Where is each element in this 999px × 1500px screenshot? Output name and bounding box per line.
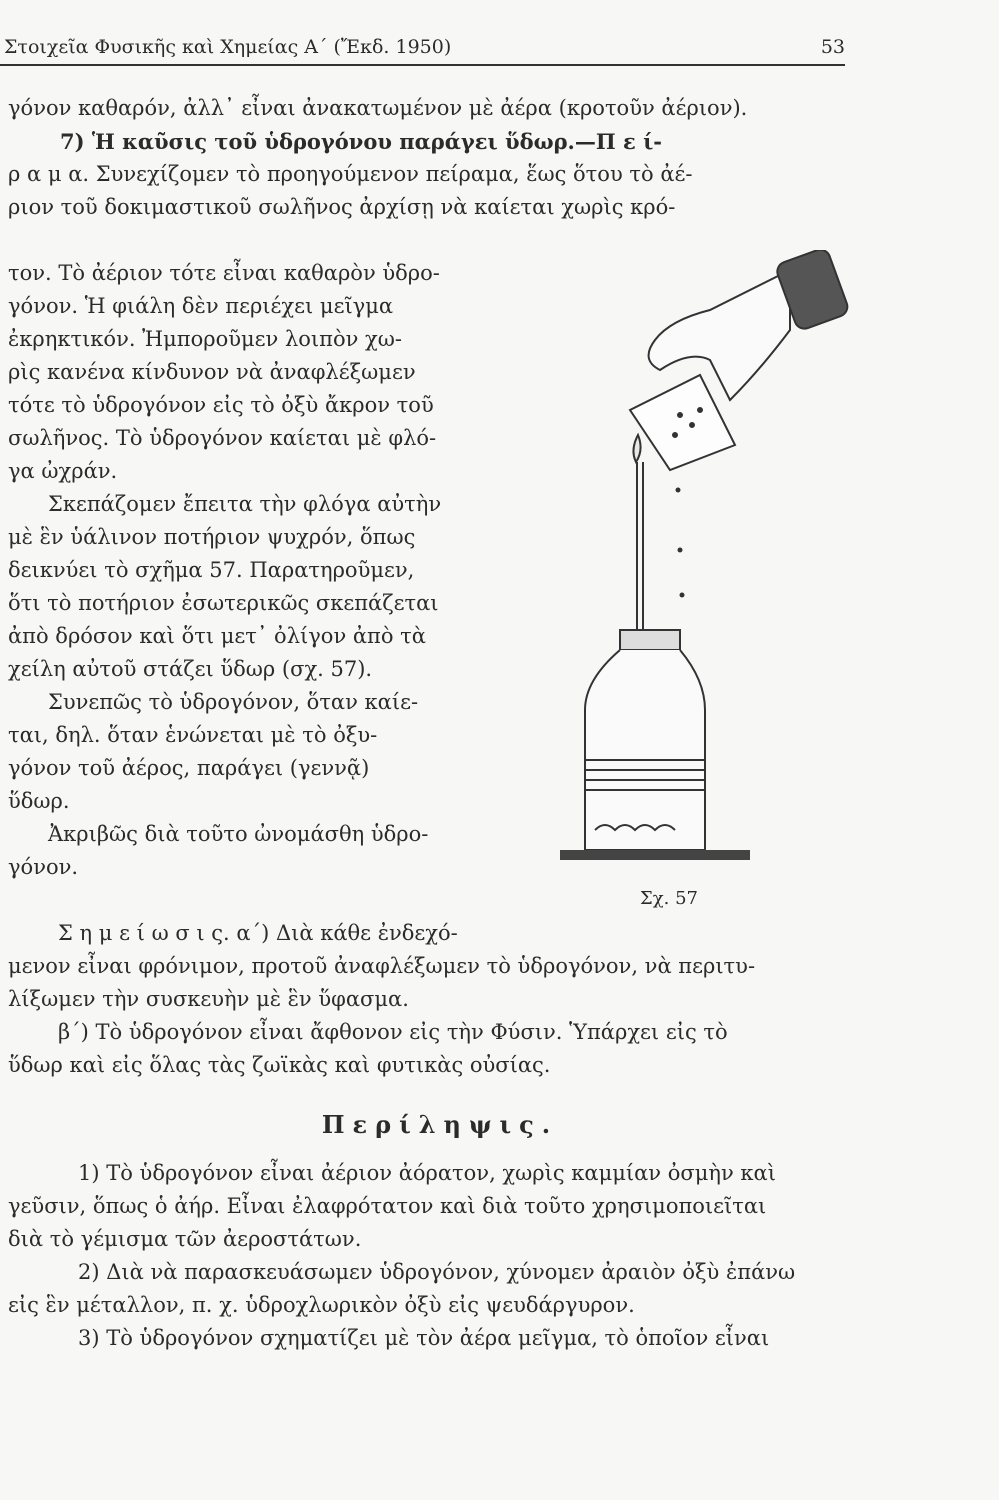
figure-caption: Σχ. 57	[640, 888, 698, 909]
text-line: διὰ τὸ γέμισμα τῶν ἀεροστάτων.	[8, 1227, 362, 1251]
text-line: δεικνύει τὸ σχῆμα 57. Παρατηροῦμεν,	[8, 558, 415, 582]
text-line: Συνεπῶς τὸ ὑδρογόνον, ὅταν καίε-	[48, 690, 419, 714]
hydrogen-burning-apparatus-figure	[560, 250, 860, 890]
text-line: Σκεπάζομεν ἔπειτα τὴν φλόγα αὐτὴν	[48, 492, 442, 516]
glass-beaker	[630, 375, 735, 470]
glass-bottle	[585, 630, 705, 850]
summary-paragraph	[8, 1157, 795, 1355]
text-line: ριον τοῦ δοκιμαστικοῦ σωλῆνος ἀρχίσῃ νὰ καίεται χωρὶς κρό-	[8, 195, 676, 219]
text-line: γόνον. Ἡ φιάλη δὲν περιέχει μεῖγμα	[8, 294, 394, 318]
text-line: ται, δηλ. ὅταν ἑνώνεται μὲ τὸ ὀξυ-	[8, 723, 378, 747]
text-line: 1) Τὸ ὑδρογόνον εἶναι ἀέριον ἀόρατον, χωρὶς καμμίαν ὀσμὴν καὶ	[78, 1161, 776, 1185]
water-drops	[676, 488, 685, 598]
flame-and-tube	[633, 435, 643, 650]
text-line: 2) Διὰ νὰ παρασκευάσωμεν ὑδρογόνον, χύνομεν ἀραιὸν ὀξὺ ἐπάνω	[78, 1260, 796, 1284]
text-line: χείλη αὐτοῦ στάζει ὕδωρ (σχ. 57).	[8, 657, 373, 681]
glove-hand-icon	[649, 250, 851, 400]
notes-paragraph	[8, 917, 755, 1082]
running-header	[0, 36, 845, 66]
text-line: β΄) Τὸ ὑδρογόνον εἶναι ἄφθονον εἰς τὴν Φύσιν. Ὑπάρχει εἰς τὸ	[58, 1020, 728, 1044]
text-line: ὕδωρ καὶ εἰς ὅλας τὰς ζωϊκὰς καὶ φυτικὰς οὐσίας.	[8, 1053, 551, 1077]
text-line: μὲ ἓν ὑάλινον ποτήριον ψυχρόν, ὅπως	[8, 525, 416, 549]
text-line: 7) Ἡ καῦσις τοῦ ὑδρογόνου παράγει ὕδωρ.—Π ε ί-	[60, 129, 662, 154]
text-line: γόνον καθαρόν, ἀλλ᾽ εἶναι ἀνακατωμένον μὲ ἀέρα (κροτοῦν ἀέριον).	[8, 96, 748, 120]
text-line: Σ η μ ε ί ω σ ι ς. α΄) Διὰ κάθε ἐνδεχό-	[58, 921, 458, 945]
column-paragraph	[8, 257, 441, 884]
text-line: γεῦσιν, ὅπως ὁ ἀήρ. Εἶναι ἐλαφρότατον καὶ διὰ τοῦτο χρησιμοποιεῖται	[8, 1194, 767, 1218]
text-line: 3) Τὸ ὑδρογόνον σχηματίζει μὲ τὸν ἀέρα μεῖγμα, τὸ ὁποῖον εἶναι	[78, 1326, 770, 1350]
text-line: εἰς ἓν μέταλλον, π. χ. ὑδροχλωρικὸν ὀξὺ εἰς ψευδάργυρον.	[8, 1293, 635, 1317]
text-line: ἐκρηκτικόν. Ἠμποροῦμεν λοιπὸν χω-	[8, 327, 402, 351]
text-line: γόνον τοῦ ἀέρος, παράγει (γεννᾷ)	[8, 756, 370, 780]
text-line: τον. Τὸ ἀέριον τότε εἶναι καθαρὸν ὑδρο-	[8, 261, 440, 285]
page-number: 53	[820, 36, 845, 58]
text-line: γόνον.	[8, 855, 79, 879]
text-line: τότε τὸ ὑδρογόνον εἰς τὸ ὀξὺ ἄκρον τοῦ	[8, 393, 434, 417]
text-line: ἀπὸ δρόσον καὶ ὅτι μετ᾽ ὀλίγον ἀπὸ τὰ	[8, 624, 426, 648]
text-line: ρὶς κανένα κίνδυνον νὰ ἀναφλέξωμεν	[8, 360, 416, 384]
text-line: ρ α μ α. Συνεχίζομεν τὸ προηγούμενον πείραμα, ἕως ὅτου τὸ ἀέ-	[8, 162, 693, 186]
text-line: ὕδωρ.	[8, 789, 70, 813]
summary-heading: Περίληψις.	[321, 1110, 559, 1139]
book-title: Στοιχεῖα Φυσικῆς καὶ Χημείας Α΄ (Ἔκδ. 1950)	[4, 36, 452, 58]
text-line: γα ὠχράν.	[8, 459, 118, 483]
text-line: λίξωμεν τὴν συσκευὴν μὲ ἓν ὕφασμα.	[8, 987, 409, 1011]
text-line: σωλῆνος. Τὸ ὑδρογόνον καίεται μὲ φλό-	[8, 426, 437, 450]
text-line: ὅτι τὸ ποτήριον ἐσωτερικῶς σκεπάζεται	[8, 591, 439, 615]
text-line: Ἀκριβῶς διὰ τοῦτο ὠνομάσθη ὑδρο-	[48, 822, 429, 846]
base-plate	[560, 850, 750, 860]
intro-paragraph	[8, 92, 747, 224]
text-line: μενον εἶναι φρόνιμον, προτοῦ ἀναφλέξωμεν τὸ ὑδρογόνον, νὰ περιτυ-	[8, 954, 756, 978]
